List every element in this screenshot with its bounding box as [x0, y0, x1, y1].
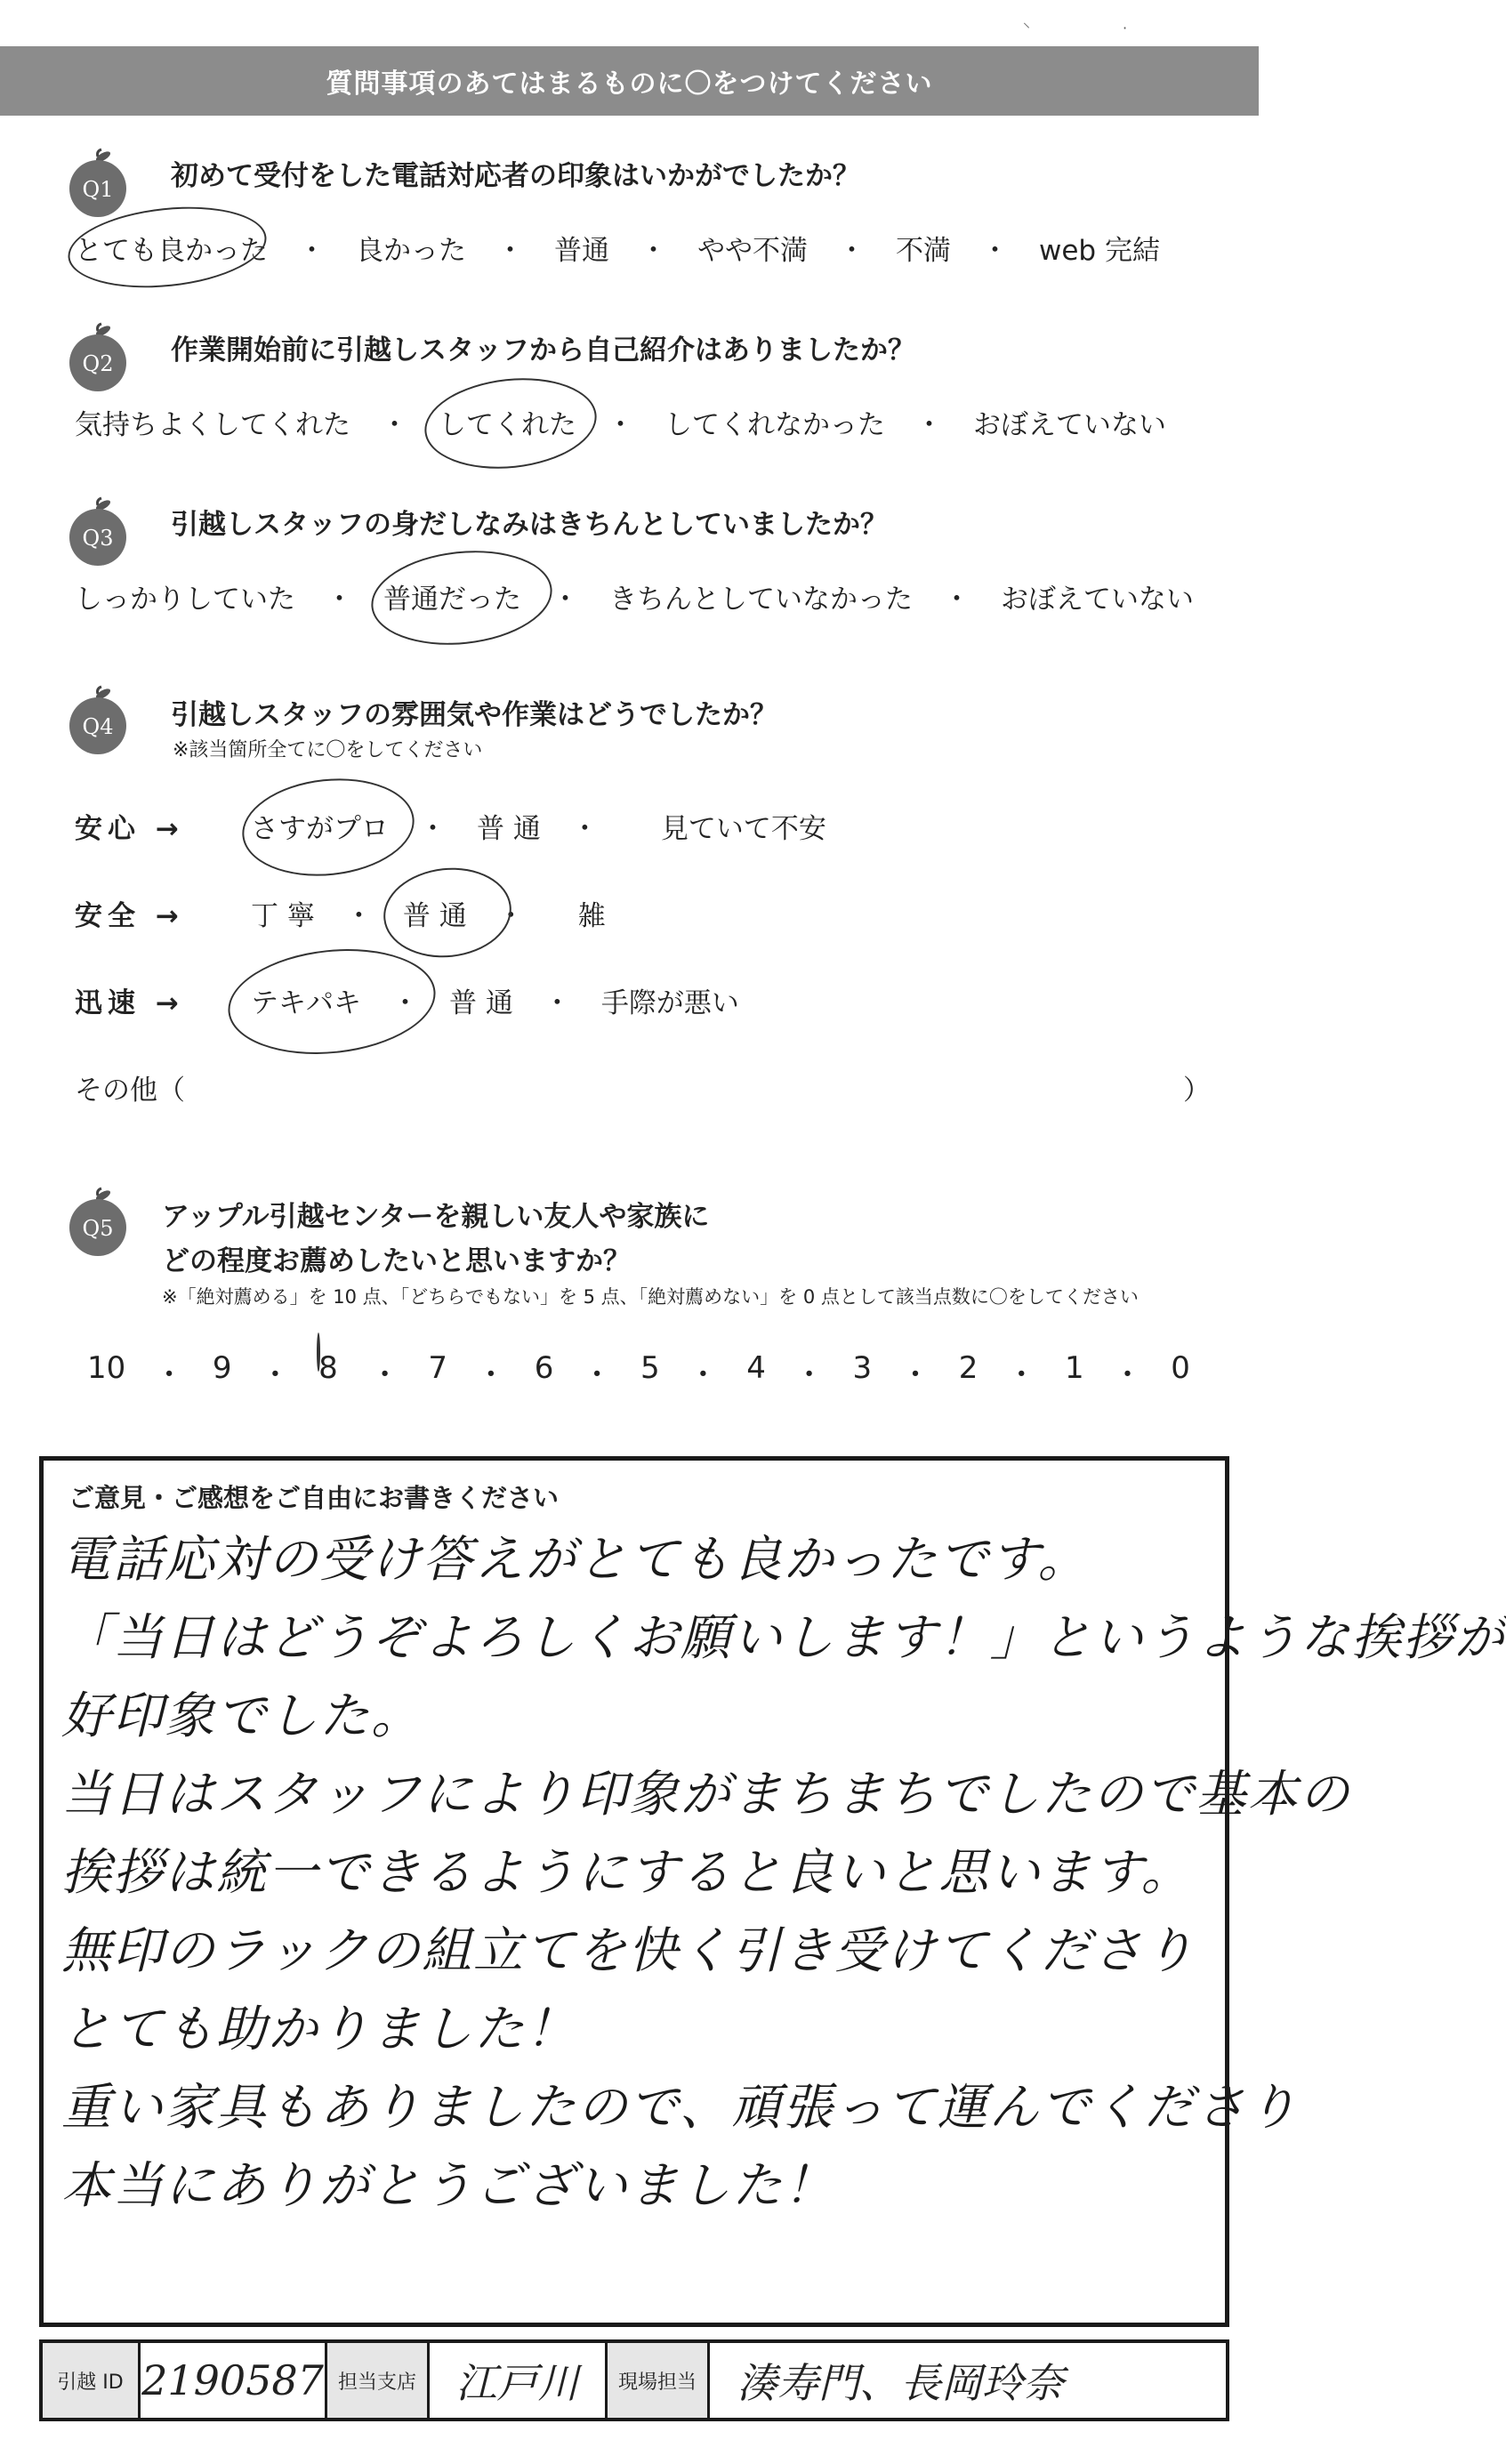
score-0[interactable]: 0	[1171, 1350, 1190, 1386]
q1-option-good[interactable]: 良かった	[356, 235, 466, 267]
q4-anshin-option-anxious[interactable]: 見ていて不安	[660, 813, 826, 845]
q3-options: しっかりしていた ・ 普通だった ・ きちんとしていなかった ・ おぼえていない	[75, 576, 1194, 616]
branch-value[interactable]: 江戸川	[430, 2343, 608, 2418]
q1-badge-icon	[62, 149, 133, 221]
q3-option-neat[interactable]: しっかりしていた	[75, 584, 295, 616]
score-8[interactable]: 8	[318, 1350, 342, 1394]
q4-note: ※該当箇所全てに〇をしてください	[173, 739, 483, 761]
instructions-header: 質問事項のあてはまるものに〇をつけてください	[0, 46, 1259, 116]
q4-row-anshin: さすがプロ ・ 普 通 ・ 見ていて不安	[251, 806, 826, 846]
q3-title: 引越しスタッフの身だしなみはきちんとしていましたか？	[171, 509, 888, 541]
score-1[interactable]: 1	[1065, 1350, 1084, 1386]
q1-option-web[interactable]: web 完結	[1039, 235, 1160, 267]
handwritten-comment	[61, 1521, 1506, 2226]
q2-option-no[interactable]: してくれなかった	[664, 409, 885, 441]
q5-badge-label: Q5	[82, 1216, 114, 1241]
q1-title: 初めて受付をした電話対応者の印象はいかがでしたか？	[171, 160, 860, 192]
q4-badge-icon	[62, 687, 133, 758]
q4-anzen-option-rough[interactable]: 雑	[577, 900, 606, 932]
q3-option-normal[interactable]: 普通だった	[383, 576, 521, 616]
q4-jinsoku-option-quick[interactable]: テキパキ	[251, 980, 361, 1020]
q3-option-not-neat[interactable]: きちんとしていなかった	[609, 584, 913, 616]
score-7[interactable]: 7	[428, 1350, 448, 1386]
q4-jinsoku-option-normal[interactable]: 普 通	[449, 987, 513, 1019]
q5-title-line1: アップル引越センターを親しい友人や家族に	[162, 1201, 710, 1233]
q2-option-yes[interactable]: してくれた	[439, 402, 576, 442]
score-4[interactable]: 4	[746, 1350, 766, 1386]
move-id-value[interactable]: 2190587	[141, 2343, 327, 2418]
staff-label: 現場担当	[608, 2343, 710, 2418]
q2-option-dont-remember[interactable]: おぼえていない	[973, 409, 1166, 441]
staff-value[interactable]: 湊寿門、長岡玲奈	[737, 2359, 1064, 2407]
scan-speck: ⸌	[1023, 20, 1031, 36]
q5-title-line2: どの程度お薦めしたいと思いますか？	[162, 1245, 631, 1277]
comment-box[interactable]	[39, 1456, 1506, 2327]
q3-badge-label: Q3	[82, 526, 114, 551]
score-5[interactable]: 5	[640, 1350, 660, 1386]
comment-line: 好印象でした。	[61, 1687, 423, 1745]
q2-option-pleasant[interactable]: 気持ちよくしてくれた	[75, 409, 350, 441]
move-id-label: 引越 ID	[43, 2343, 141, 2418]
comment-line: 無印のラックの組立てを快く引き受けてくださり	[61, 1922, 1196, 1980]
q4-row-jinsoku: テキパキ ・ 普 通 ・ 手際が悪い	[251, 980, 739, 1020]
scan-speck: ·	[1123, 20, 1128, 36]
q2-title: 作業開始前に引越しスタッフから自己紹介はありましたか？	[171, 334, 915, 366]
q1-badge-label: Q1	[82, 177, 114, 202]
q4-anshin-option-normal[interactable]: 普 通	[477, 813, 541, 845]
q4-anzen-option-careful[interactable]: 丁 寧	[251, 900, 315, 932]
score-2[interactable]: 2	[958, 1350, 978, 1386]
q2-badge-label: Q2	[82, 351, 114, 376]
comment-line: 当日はスタッフにより印象がまちまちでしたので基本の	[61, 1766, 1351, 1824]
q4-other-label: その他（	[75, 1075, 185, 1107]
score-3[interactable]: 3	[852, 1350, 873, 1386]
comment-line: 電話応対の受け答えがとても良かったです。	[61, 1531, 1090, 1589]
comment-line: 挨拶は統一できるようにすると良いと思います。	[61, 1844, 1193, 1902]
q4-badge-label: Q4	[82, 714, 114, 739]
q3-badge-icon	[62, 498, 133, 569]
q4-other-close: ）	[1183, 1075, 1211, 1107]
q4-jinsoku-option-clumsy[interactable]: 手際が悪い	[600, 987, 739, 1019]
comment-line: 「当日はどうぞよろしくお願いします！」というような挨拶が	[61, 1609, 1506, 1667]
q4-row-label-anzen: 安全 →	[75, 900, 184, 932]
q1-options: とても良かった ・ 良かった ・ 普通 ・ やや不満 ・ 不満 ・ web 完結	[75, 228, 1160, 268]
q5-score-scale: 10 ・ 9 ・ 8 ・ 7 ・ 6 ・ 5 ・ 4 ・ 3 ・ 2 ・ 1 ・ 0	[87, 1350, 1190, 1394]
q2-options: 気持ちよくしてくれた ・ してくれた ・ してくれなかった ・ おぼえていない	[75, 402, 1166, 442]
score-10[interactable]: 10	[87, 1350, 126, 1386]
q4-title: 引越しスタッフの雰囲気や作業はどうでしたか？	[171, 699, 777, 731]
footer-info-table	[39, 2339, 1229, 2421]
q5-note: ※「絶対薦める」を 10 点、「どちらでもない」を 5 点、「絶対薦めない」を 0 点として該当点数に〇をしてください	[162, 1286, 1139, 1308]
branch-label: 担当支店	[327, 2343, 430, 2418]
q4-row-label-anshin: 安心 →	[75, 813, 184, 845]
comment-line: 重い家具もありましたので、頑張って運んでくださり	[61, 2079, 1299, 2137]
q2-badge-icon	[62, 324, 133, 395]
q4-anshin-option-pro[interactable]: さすがプロ	[251, 806, 389, 846]
q5-badge-icon	[62, 1188, 133, 1260]
q1-option-unsatisfied[interactable]: 不満	[896, 235, 951, 267]
q4-anzen-option-normal[interactable]: 普 通	[403, 893, 467, 933]
q4-other-row	[75, 1067, 185, 1107]
comment-line: とても助かりました！	[61, 2001, 577, 2058]
q3-option-dont-remember[interactable]: おぼえていない	[1001, 584, 1194, 616]
q4-row-anzen: 丁 寧 ・ 普 通 ・ 雑	[251, 893, 606, 933]
comment-heading: ご意見・ご感想をご自由にお書きください	[68, 1483, 560, 1513]
comment-line: 本当にありがとうございました！	[61, 2157, 835, 2215]
q1-option-somewhat-unsatisfied[interactable]: やや不満	[697, 235, 808, 267]
score-9[interactable]: 9	[212, 1350, 232, 1386]
q1-option-very-good[interactable]: とても良かった	[75, 228, 268, 268]
q1-option-normal[interactable]: 普通	[554, 235, 609, 267]
q4-row-label-jinsoku: 迅速 →	[75, 987, 184, 1019]
score-6[interactable]: 6	[534, 1350, 554, 1386]
